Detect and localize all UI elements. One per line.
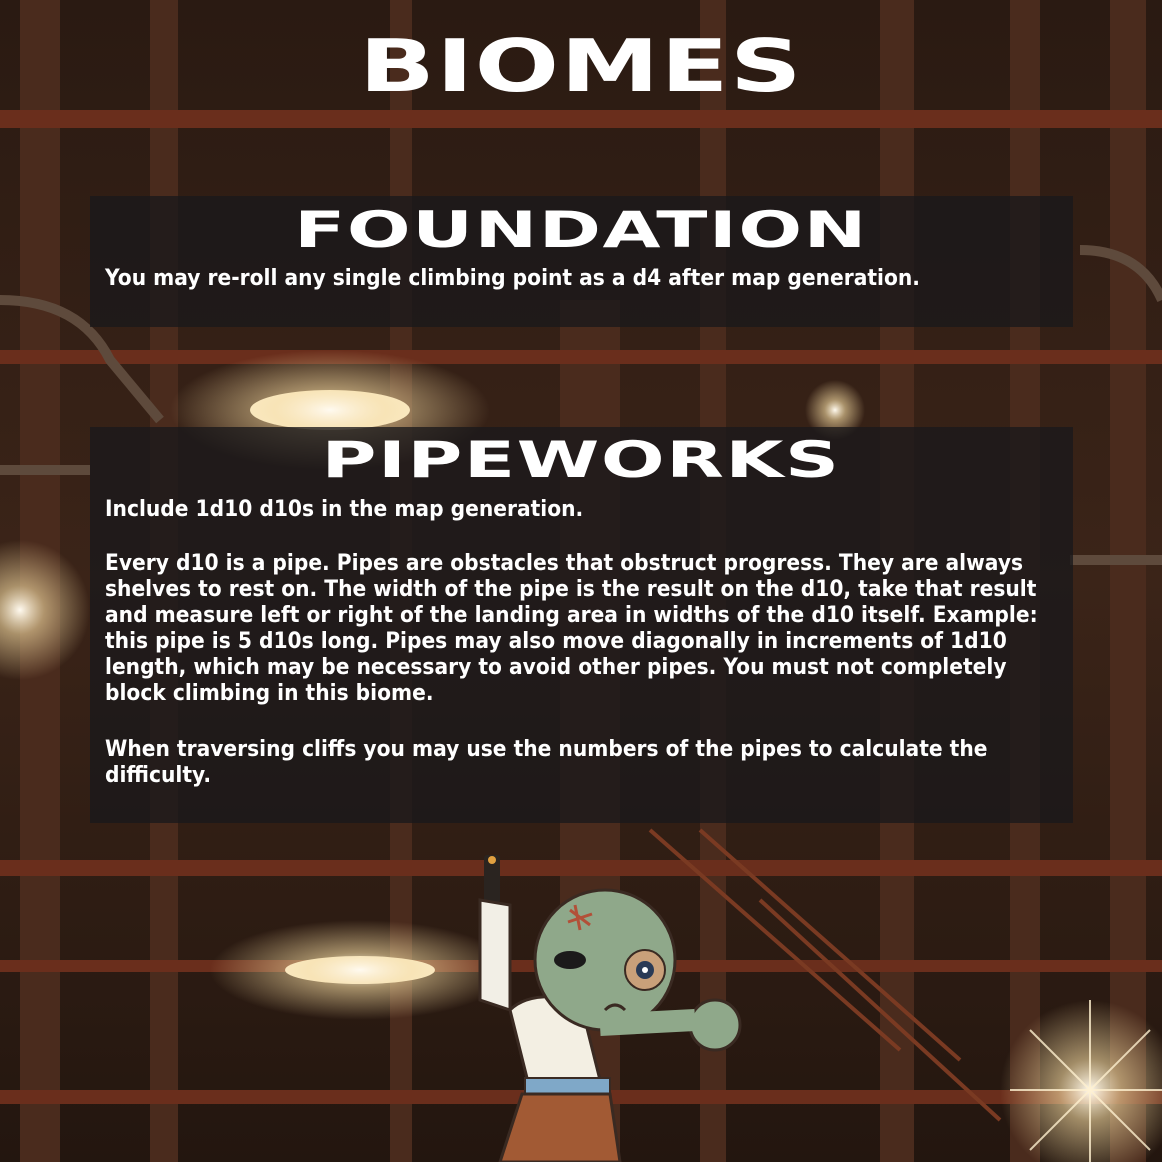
foundation-heading: FOUNDATION: [294, 201, 868, 259]
page-title: BIOMES: [359, 24, 803, 108]
pipeworks-rule-paragraph: Include 1d10 d10s in the map generation.: [105, 497, 584, 522]
foundation-rule-text: You may re-roll any single climbing point as a d4 after map generation.: [105, 266, 921, 291]
pipeworks-heading: PIPEWORKS: [321, 431, 841, 489]
pipeworks-rule-paragraph: Every d10 is a pipe. Pipes are obstacles that obstruct progress. They are always shelves to rest on. The width of the pipe is the result on the d10, take that result and measure left or right of the landing area in widths of the d10 itself. Example: this pipe is 5 d10s long. Pipes may also move diagonally in increments of 1d10 length, which may be necessary to avoid other pipes. You must not completely block climbing in this biome.: [105, 551, 1038, 706]
zombie-character-illustration: [440, 850, 760, 1162]
pipeworks-rule-paragraph: When traversing cliffs you may use the numbers of the pipes to calculate the difficulty.: [105, 737, 988, 788]
